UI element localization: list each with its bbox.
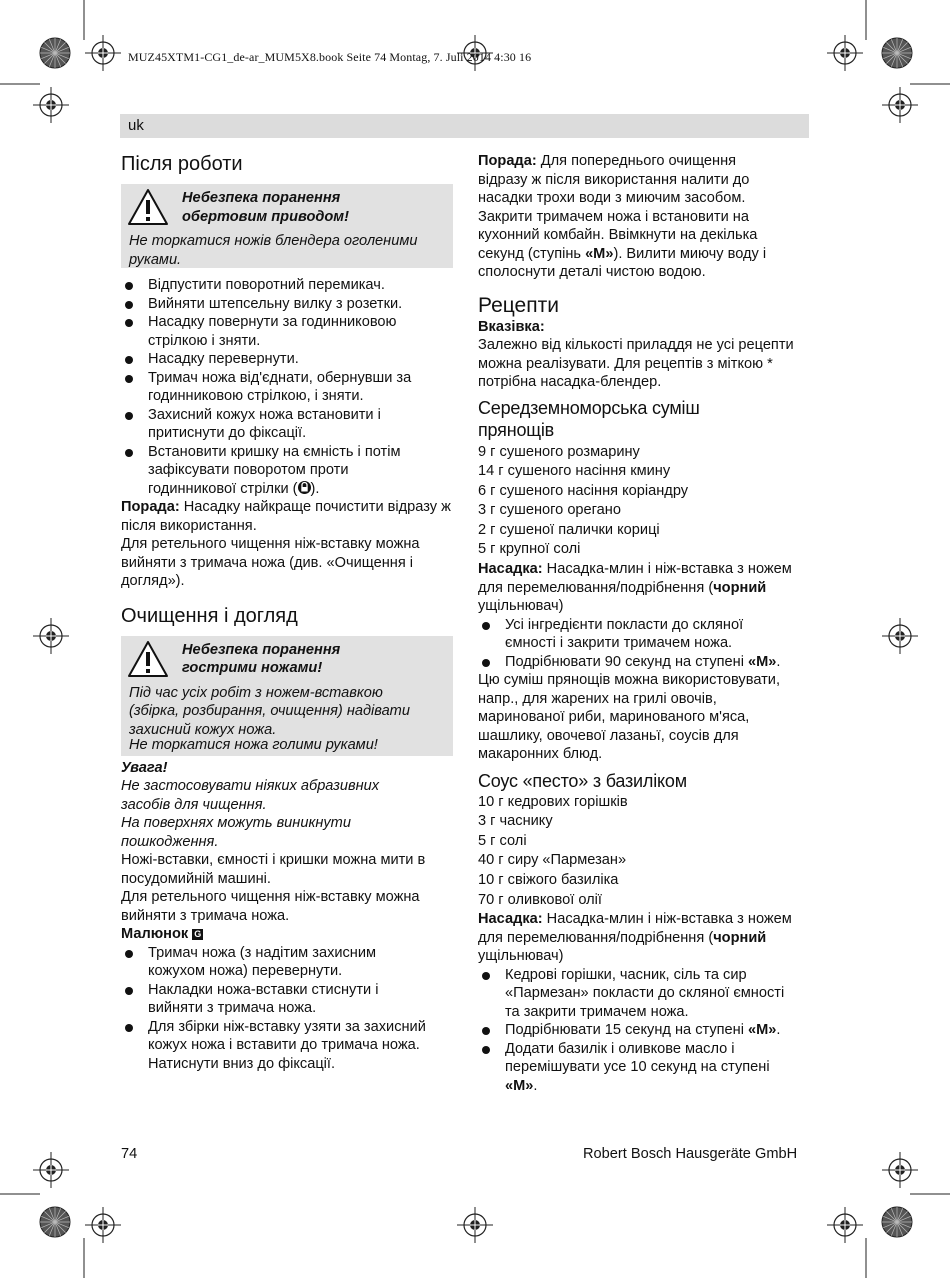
speed-level: «M»	[748, 653, 777, 670]
warning-body: Під час усіх робіт з ножем-вставкою (збірка, розбирання, очищення) надівати захисний кожух ножа.	[129, 684, 410, 738]
cleaning-text-2: Для ретельного чищення ніж-вставку можна вийняти з тримача ножа.	[121, 889, 420, 924]
tip-text-end: ). Вилити миючу воду і сполоснути деталі чистою водою.	[478, 245, 767, 280]
list-item-end: ).	[310, 480, 320, 497]
print-header: MUZ45XTM1-CG1_de-ar_MUM5X8.book Seite 74 Montag, 7. Juli 2014 4:30 16	[128, 50, 532, 64]
attention-text-2: На поверхнях можуть виникнути пошкодження.	[121, 815, 351, 850]
figure-reference	[121, 925, 453, 944]
recipe-title-spice-mix: Середземноморська суміш прянощів	[478, 397, 700, 440]
list-item: Відпустити поворотний перемикач.	[121, 276, 453, 295]
warning-box-drive	[121, 184, 453, 268]
note-label: Вказівка:	[478, 318, 545, 335]
ingredient: 5 г крупної солі	[478, 541, 581, 558]
note-text: Залежно від кількості приладдя не усі рецепти можна реалізувати. Для рецептів з міткою * потрібна насадка-блендер.	[478, 337, 794, 390]
figure-letter: G	[194, 929, 202, 939]
tip-text: Для попереднього очищення відразу ж після використання налити до насадки трохи води з миючим засобом. Закрити тримачем ножа і встановити на кухонний комбайн. Ввімкнути на декілька секунд (ступінь	[478, 153, 758, 262]
page-number: 74	[121, 1146, 138, 1162]
attention-label: Увага!	[121, 759, 168, 776]
ingredient: 3 г часнику	[478, 813, 553, 830]
after-work-note: Для ретельного чищення ніж-вставку можна вийняти з тримача ножа (див. «Очищення і догляд»).	[121, 536, 420, 589]
attachment-label: Насадка:	[478, 561, 543, 578]
recipe-steps	[478, 616, 813, 672]
seal-text: ущільнювач)	[478, 948, 564, 965]
ingredient: 2 г сушеної палички кориці	[478, 521, 660, 538]
list-item: Насадку повернути за годинниковою стрілкою і зняти.	[121, 313, 428, 350]
footer-company: Robert Bosch Hausgeräte GmbH	[583, 1146, 798, 1162]
list-item	[121, 443, 433, 499]
list-item: Подрібнювати 90 секунд на ступені «M».	[478, 653, 813, 672]
left-column	[121, 152, 453, 1073]
tip-text: Насадку найкраще почистити відразу ж після використання.	[121, 499, 451, 534]
attachment-info	[478, 560, 808, 616]
warning-triangle-icon	[127, 188, 169, 226]
attachment-text: Насадка-млин і ніж-вставка з ножем для перемелювання/подрібнення (	[478, 911, 792, 946]
seal-color: чорний	[713, 929, 767, 946]
ingredient: 6 г сушеного насіння коріандру	[478, 482, 689, 499]
cleaning-steps	[121, 944, 453, 1074]
speed-level: «M»	[585, 245, 614, 262]
cleaning-text-1: Ножі-вставки, ємності і кришки можна мити в посудомийній машині.	[121, 852, 426, 887]
warning-triangle-icon	[127, 640, 169, 678]
list-item-text: Подрібнювати 90 секунд на ступені	[505, 653, 749, 670]
warning-body-2: Не торкатися ножа голими руками!	[129, 736, 378, 753]
ingredient-list	[478, 443, 813, 561]
prewash-tip	[478, 152, 788, 282]
list-item: Насадку перевернути.	[121, 350, 453, 369]
ingredient: 14 г сушеного насіння кмину	[478, 463, 671, 480]
ingredient: 10 г свіжого базиліка	[478, 871, 619, 888]
warning-body: Не торкатися ножів блендера оголеними руками.	[129, 233, 418, 268]
list-item: Захисний кожух ножа встановити і притиснути до фіксації.	[121, 406, 418, 443]
recipe-title-pesto: Соус «песто» з базиліком	[478, 770, 687, 791]
list-item: Додати базилік і оливкове масло і перемішувати усе 10 секунд на ступені «M».	[478, 1040, 805, 1096]
speed-level: «M»	[505, 1077, 534, 1094]
speed-level: «M»	[748, 1022, 777, 1039]
figure-label: Малюнок	[121, 926, 189, 942]
seal-text: ущільнювач)	[478, 598, 564, 615]
list-item-text: Додати базилік і оливкове масло і перемішувати усе 10 секунд на ступені	[505, 1040, 770, 1076]
language-bar	[120, 114, 809, 138]
list-item-text: Подрібнювати 15 секунд на ступені	[505, 1022, 749, 1039]
warning-title-line1: Небезпека поранення	[182, 641, 341, 658]
attention-text-1: Не застосовувати ніяких абразивних засобів для чищення.	[121, 778, 380, 813]
lock-icon	[298, 480, 311, 495]
ingredient: 10 г кедрових горішків	[478, 793, 628, 810]
right-column	[478, 152, 813, 1095]
seal-color: чорний	[713, 579, 767, 596]
list-item: Усі інгредієнти покласти до скляної ємності і закрити тримачем ножа.	[478, 616, 780, 653]
warning-title-line1: Небезпека поранення	[182, 190, 341, 206]
after-work-steps	[121, 276, 453, 498]
list-item: Кедрові горішки, часник, сіль та сир «Пармезан» покласти до скляної ємності та закрити тримачем ножа.	[478, 966, 790, 1022]
attachment-label: Насадка:	[478, 911, 543, 928]
recipe-steps	[478, 966, 813, 1096]
section-title-cleaning: Очищення і догляд	[121, 604, 298, 627]
section-title-recipes: Рецепти	[478, 293, 559, 317]
tip-label: Порада:	[121, 499, 180, 515]
ingredient: 3 г сушеного орегано	[478, 502, 621, 519]
ingredient: 9 г сушеного розмарину	[478, 443, 640, 460]
section-title-after-work: Після роботи	[121, 153, 243, 175]
list-item: Для збірки ніж-вставку узяти за захисний кожух ножа і вставити до тримача ножа. Натиснути вниз до фіксації.	[121, 1018, 443, 1074]
ingredient: 70 г оливкової олії	[478, 891, 602, 908]
attachment-info	[478, 910, 808, 966]
ingredient: 5 г солі	[478, 832, 527, 849]
list-item: Тримач ножа (з надітим захисним кожухом ножа) перевернути.	[121, 944, 418, 981]
list-item: Вийняти штепсельну вилку з розетки.	[121, 295, 453, 314]
attachment-text: Насадка-млин і ніж-вставка з ножем для перемелювання/подрібнення (	[478, 561, 792, 596]
warning-box-knives	[121, 636, 453, 756]
list-item: Тримач ножа від'єднати, обернувши за годинниковою стрілкою, і зняти.	[121, 369, 428, 406]
warning-title-line2: обертовим приводом!	[182, 208, 349, 225]
warning-title-line2: гострими ножами!	[182, 660, 323, 676]
after-work-tip	[121, 498, 453, 535]
tip-label: Порада:	[478, 153, 537, 169]
list-item: Накладки ножа-вставки стиснути і вийняти з тримача ножа.	[121, 981, 403, 1018]
list-item-text: Встановити кришку на ємність і потім зафіксувати поворотом проти годинникової стрілки (	[148, 443, 401, 497]
language-tag: uk	[128, 117, 144, 134]
ingredient: 40 г сиру «Пармезан»	[478, 852, 627, 869]
usage-text: Цю суміш прянощів можна використовувати, напр., для жарених на грилі овочів, маринованої риби, маринованого м'яса, шашлику, овочевої лазаньї, соусів для макаронних блюд.	[478, 672, 781, 763]
ingredient-list	[478, 793, 813, 911]
list-item: Подрібнювати 15 секунд на ступені «M».	[478, 1021, 813, 1040]
